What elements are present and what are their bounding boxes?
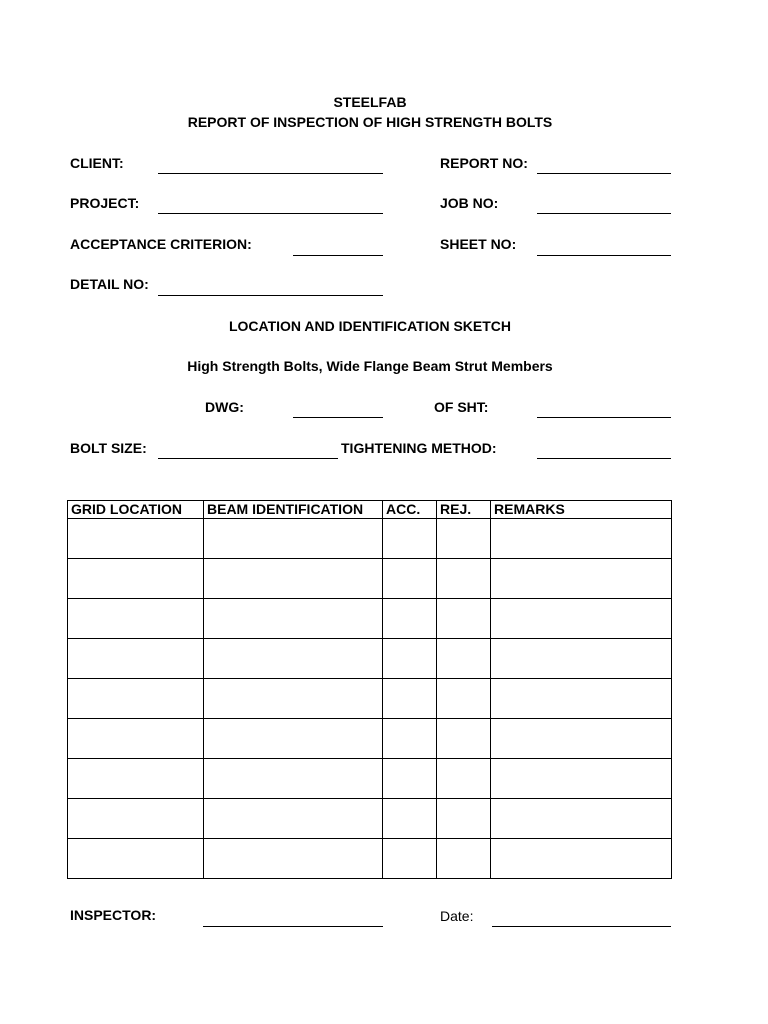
acc-cell[interactable] [383,519,437,559]
rej-cell[interactable] [437,839,491,879]
rej-cell[interactable] [437,759,491,799]
remarks-cell[interactable] [491,639,672,679]
remarks-cell[interactable] [491,799,672,839]
report-title: REPORT OF INSPECTION OF HIGH STRENGTH BOLTS [187,114,553,130]
sketch-description: High Strength Bolts, Wide Flange Beam Strut Members [187,358,553,374]
column-header-rej: REJ. [437,501,491,519]
beam-identification-cell[interactable] [204,599,383,639]
inspector-label: INSPECTOR: [70,907,157,923]
report-no-label: REPORT NO: [440,155,528,171]
rej-cell[interactable] [437,519,491,559]
rej-cell[interactable] [437,599,491,639]
project-label: PROJECT: [70,195,140,211]
detail-no-label: DETAIL NO: [70,276,149,292]
tightening-method-field[interactable] [537,458,671,459]
acc-cell[interactable] [383,559,437,599]
grid-location-cell[interactable] [68,759,204,799]
of-sht-label: OF SHT: [434,399,489,415]
acc-cell[interactable] [383,639,437,679]
job-no-label: JOB NO: [440,195,499,211]
project-field[interactable] [158,213,383,214]
acceptance-criterion-field[interactable] [293,255,383,256]
beam-identification-cell[interactable] [204,719,383,759]
table-row [68,799,672,839]
table-row [68,639,672,679]
table-row [68,839,672,879]
grid-location-cell[interactable] [68,599,204,639]
beam-identification-cell[interactable] [204,519,383,559]
acc-cell[interactable] [383,679,437,719]
client-field[interactable] [158,173,383,174]
grid-location-cell[interactable] [68,799,204,839]
report-no-field[interactable] [537,173,671,174]
rej-cell[interactable] [437,719,491,759]
acc-cell[interactable] [383,799,437,839]
beam-identification-cell[interactable] [204,559,383,599]
bolt-size-label: BOLT SIZE: [70,440,147,456]
rej-cell[interactable] [437,679,491,719]
remarks-cell[interactable] [491,599,672,639]
column-header-remarks: REMARKS [491,501,672,519]
client-label: CLIENT: [70,155,124,171]
date-field[interactable] [492,926,671,927]
acc-cell[interactable] [383,759,437,799]
table-header-row [68,501,672,519]
company-name: STEELFAB [333,94,407,110]
remarks-cell[interactable] [491,519,672,559]
remarks-cell[interactable] [491,559,672,599]
beam-identification-cell[interactable] [204,679,383,719]
dwg-field[interactable] [293,417,383,418]
grid-location-cell[interactable] [68,519,204,559]
beam-identification-cell[interactable] [204,759,383,799]
grid-location-cell[interactable] [68,639,204,679]
grid-location-cell[interactable] [68,679,204,719]
column-header-beam-identification: BEAM IDENTIFICATION [204,501,383,519]
remarks-cell[interactable] [491,679,672,719]
job-no-field[interactable] [537,213,671,214]
table-row [68,759,672,799]
column-header-acc: ACC. [383,501,437,519]
sketch-heading: LOCATION AND IDENTIFICATION SKETCH [228,318,512,334]
tightening-method-label: TIGHTENING METHOD: [341,440,497,456]
inspection-table [67,500,672,879]
table-row [68,559,672,599]
beam-identification-cell[interactable] [204,839,383,879]
acc-cell[interactable] [383,599,437,639]
rej-cell[interactable] [437,559,491,599]
inspector-signature-field[interactable] [203,926,383,927]
column-header-grid-location: GRID LOCATION [68,501,204,519]
of-sht-field[interactable] [537,417,671,418]
beam-identification-cell[interactable] [204,639,383,679]
grid-location-cell[interactable] [68,719,204,759]
remarks-cell[interactable] [491,839,672,879]
acc-cell[interactable] [383,839,437,879]
table-row [68,719,672,759]
grid-location-cell[interactable] [68,559,204,599]
rej-cell[interactable] [437,639,491,679]
sheet-no-label: SHEET NO: [440,236,517,252]
table-row [68,599,672,639]
remarks-cell[interactable] [491,719,672,759]
bolt-size-field[interactable] [158,458,338,459]
rej-cell[interactable] [437,799,491,839]
acc-cell[interactable] [383,719,437,759]
table-row [68,679,672,719]
grid-location-cell[interactable] [68,839,204,879]
table-row [68,519,672,559]
beam-identification-cell[interactable] [204,799,383,839]
dwg-label: DWG: [205,399,244,415]
remarks-cell[interactable] [491,759,672,799]
acceptance-criterion-label: ACCEPTANCE CRITERION: [70,236,252,252]
sheet-no-field[interactable] [537,255,671,256]
detail-no-field[interactable] [158,295,383,296]
date-label: Date: [440,908,474,924]
